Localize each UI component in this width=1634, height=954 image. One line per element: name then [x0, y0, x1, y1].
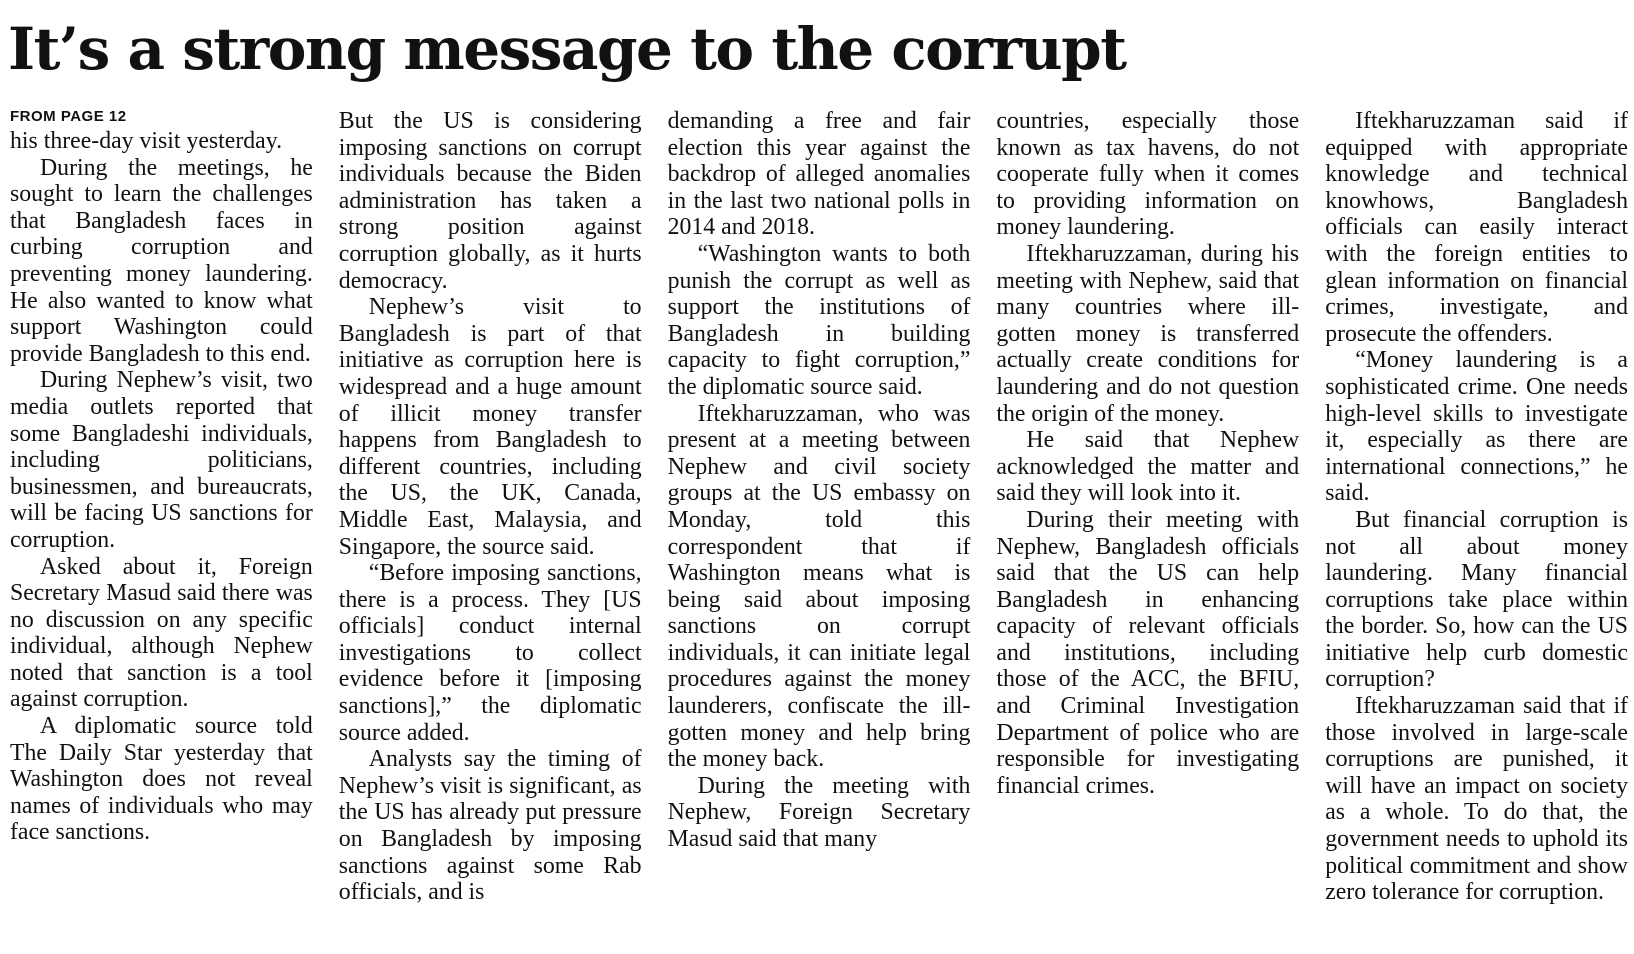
paragraph: “Washington wants to both punish the corrupt as well as support the institutions of Bangladesh in building capacity to fight corruption,” the diplomatic source said.: [667, 240, 971, 400]
column-2: [339, 108, 642, 948]
paragraph: During Nephew’s visit, two media outlets reported that some Bangladeshi individuals, including politicians, businessmen, and bureaucrats, will be facing US sanctions for corruption.: [10, 367, 313, 553]
paragraph: countries, especially those known as tax havens, do not cooperate fully when it comes to providing information on money laundering.: [996, 108, 1300, 241]
column-4: [996, 108, 1299, 948]
paragraph: Iftekharuzzaman said if equipped with appropriate knowledge and technical knowhows, Bangladesh officials can easily interact with the foreign entities to glean information on financial crimes, investigate, and prosecute the offenders.: [1325, 108, 1628, 347]
paragraph: Iftekharuzzaman, who was present at a meeting between Nephew and civil society groups at the US embassy on Monday, told this correspondent that if Washington means what is being said about imposing sanctions on corrupt individuals, it can initiate legal procedures against the money launderers, confiscate the ill-gotten money and help bring the money back.: [667, 400, 971, 773]
jump-line: FROM PAGE 12: [10, 108, 127, 125]
paragraph: Analysts say the timing of Nephew’s visit is significant, as the US has already put pressure on Bangladesh by imposing sanctions against some Rab officials, and is: [338, 746, 642, 906]
paragraph: Iftekharuzzaman said that if those involved in large-scale corruptions are punished, it will have an impact on society as a whole. To do that, the government needs to uphold its political commitment and show zero tolerance for corruption.: [1325, 693, 1628, 906]
paragraph: During the meeting with Nephew, Foreign Secretary Masud said that many: [667, 772, 971, 853]
paragraph: Iftekharuzzaman, during his meeting with Nephew, said that many countries where ill-gotten money is transferred actually create conditions for laundering and do not question the origin of the money.: [996, 240, 1300, 427]
column-1: [10, 108, 313, 948]
column-3: [668, 108, 971, 948]
paragraph: demanding a free and fair election this year against the backdrop of alleged anomalies in the last two national polls in 2014 and 2018.: [667, 108, 971, 241]
paragraph: He said that Nephew acknowledged the matter and said they will look into it.: [996, 427, 1300, 507]
article-body: [10, 108, 1628, 948]
paragraph: But the US is considering imposing sanctions on corrupt individuals because the Biden administration has taken a strong position against corruption globally, as it hurts democracy.: [338, 108, 642, 294]
column-5: [1325, 108, 1628, 948]
paragraph: “Before imposing sanctions, there is a process. They [US officials] conduct internal investigations to collect evidence before it [imposing sanctions],” the diplomatic source added.: [338, 560, 642, 746]
paragraph: But financial corruption is not all about money laundering. Many financial corruptions take place within the border. So, how can the US initiative help curb domestic corruption?: [1325, 506, 1628, 693]
paragraph: his three-day visit yesterday.: [10, 128, 283, 154]
paragraph: During their meeting with Nephew, Bangladesh officials said that the US can help Bangladesh in enhancing capacity of relevant officials and institutions, including those of the ACC, the BFIU, and Criminal Investigation Department of police who are responsible for investigating financial crimes.: [996, 506, 1300, 799]
paragraph: Nephew’s visit to Bangladesh is part of that initiative as corruption here is widespread and a huge amount of illicit money transfer happens from Bangladesh to different countries, including the US, the UK, Canada, Middle East, Malaysia, and Singapore, the source said.: [338, 294, 642, 560]
paragraph: A diplomatic source told The Daily Star yesterday that Washington does not reveal names of individuals who may face sanctions.: [10, 713, 313, 846]
headline: It’s a strong message to the corrupt: [8, 15, 1126, 83]
paragraph: Asked about it, Foreign Secretary Masud said there was no discussion on any specific individual, although Nephew noted that sanction is a tool against corruption.: [10, 553, 313, 713]
paragraph: “Money laundering is a sophisticated crime. One needs high-level skills to investigate it, especially as there are international connections,” he said.: [1325, 347, 1628, 507]
paragraph: During the meetings, he sought to learn the challenges that Bangladesh faces in curbing corruption and preventing money laundering. He also wanted to know what support Washington could provide Bangladesh to this end.: [10, 154, 313, 367]
